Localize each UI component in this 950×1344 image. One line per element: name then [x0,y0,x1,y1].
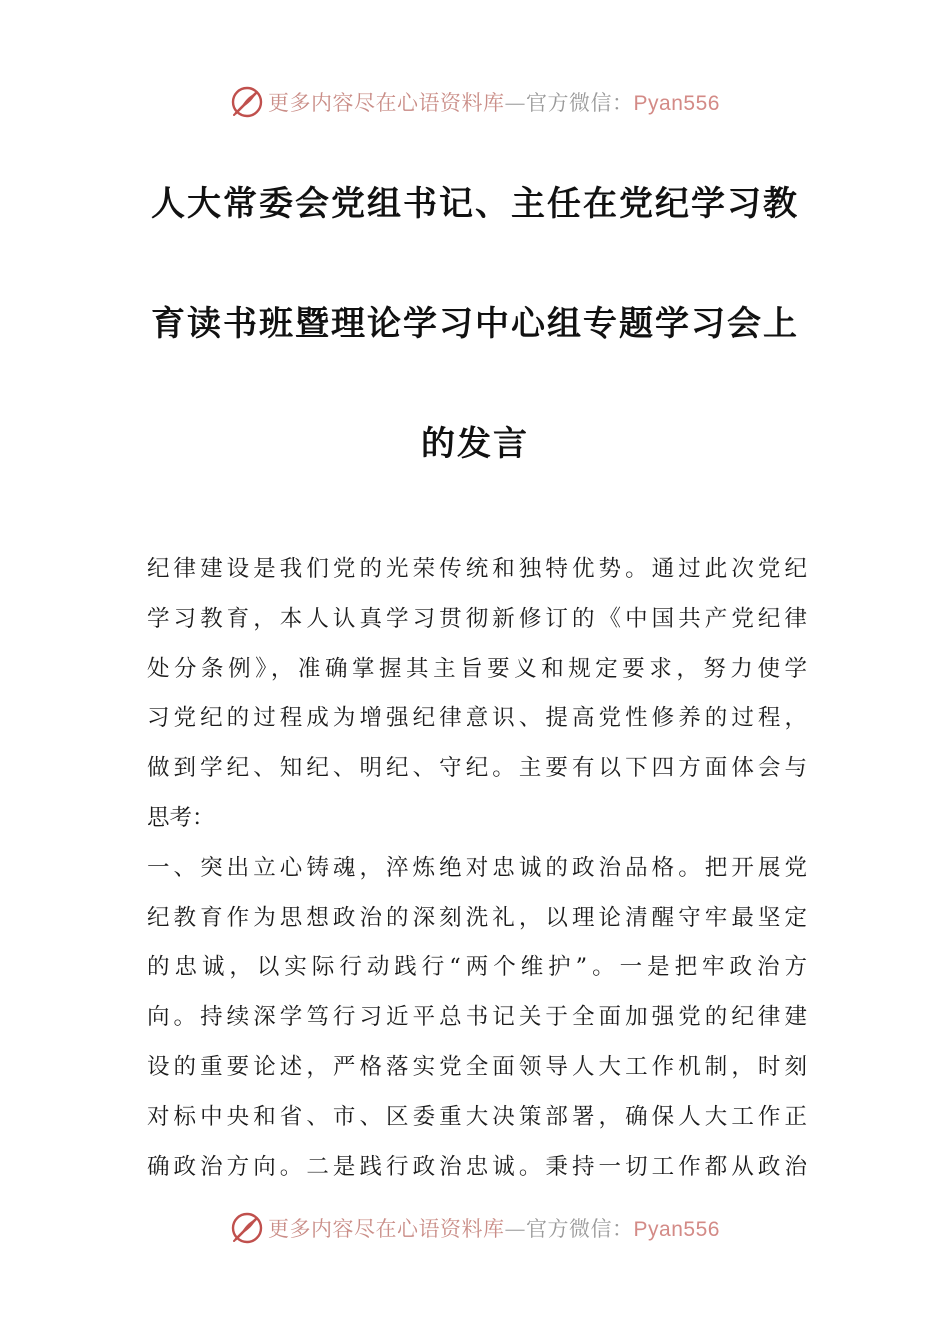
document-title-line-2: 育读书班暨理论学习中心组专题学习会上 [151,304,799,344]
body-line: 学习教育，本人认真学习贯彻新修订的《中国共产党纪律 [147,605,807,632]
document-title-line-3: 的发言 [421,424,529,464]
document-title-line-1: 人大常委会党组书记、主任在党纪学习教 [151,184,799,224]
body-line: 对标中央和省、市、区委重大决策部署，确保人大工作正 [147,1103,807,1130]
banner-contact-label: 官方微信： [526,91,634,115]
body-line: 向。持续深学笃行习近平总书记关于全面加强党的纪律建 [147,1004,807,1031]
body-line: 做到学纪、知纪、明纪、守纪。主要有以下四方面体会与 [147,755,807,782]
body-line: 一、突出立心铸魂，淬炼绝对忠诚的政治品格。把开展党 [147,854,807,881]
quill-logo-icon [230,85,264,119]
header-banner [0,80,950,124]
body-line: 纪律建设是我们党的光荣传统和独特优势。通过此次党纪 [147,556,807,582]
body-line: 的忠诚，以实际行动践行“两个维护”。一是把牢政治方 [147,954,807,981]
body-line: 设的重要论述，严格落实党全面领导人大工作机制，时刻 [147,1053,807,1080]
body-line: 思考： [147,804,215,831]
body-line: 确政治方向。二是践行政治忠诚。秉持一切工作都从政治 [147,1153,807,1180]
body-line: 纪教育作为思想政治的深刻洗礼，以理论清醒守牢最坚定 [147,904,807,931]
banner-contact-label: 官方微信： [526,1217,634,1241]
body-line: 习党纪的过程成为增强纪律意识、提高党性修养的过程， [147,705,807,732]
banner-brand-text: 更多内容尽在心语资料库 [268,1217,505,1241]
banner-text [268,1213,720,1243]
banner-text [268,87,720,117]
banner-brand-text: 更多内容尽在心语资料库 [268,91,505,115]
banner-dash: — [504,1217,527,1241]
banner-wechat-id: Pyan556 [633,1218,720,1241]
banner-dash: — [504,91,527,115]
banner-wechat-id: Pyan556 [633,92,720,115]
document-body [147,545,807,1192]
footer-banner [0,1206,950,1250]
body-line: 处分条例》，准确掌握其主旨要义和规定要求，努力使学 [147,655,807,682]
quill-logo-icon [230,1211,264,1245]
